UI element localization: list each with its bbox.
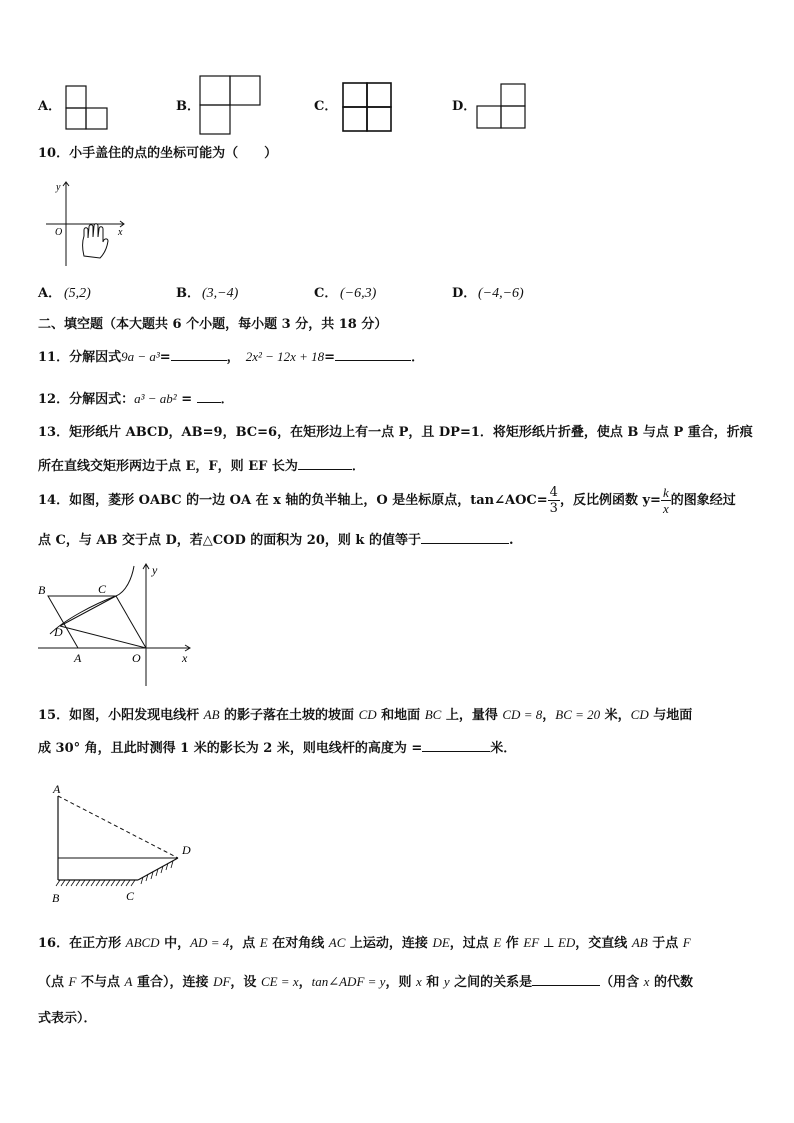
q9-option-b-figure xyxy=(198,74,264,136)
q16-line1 xyxy=(38,934,691,953)
q14-hyperbola xyxy=(50,566,134,634)
q16-line1-f: ，过点 xyxy=(449,936,494,951)
q14-answer-blank[interactable] xyxy=(421,530,509,544)
q16-line1-h: ，交直线 xyxy=(575,936,632,951)
q14-line1-c: 的图象经过 xyxy=(670,493,736,508)
q15-cd-eq: CD = 8 xyxy=(502,707,543,722)
q15-line1-e: 米， xyxy=(600,708,631,723)
q15-bc-eq: BC = 20 xyxy=(555,707,601,722)
q15-answer-blank[interactable] xyxy=(422,738,490,752)
q15-line1-d: 上，量得 xyxy=(441,708,503,723)
q16-line2-h: 之间的关系是 xyxy=(449,975,533,990)
q16-line2 xyxy=(38,972,693,992)
q14-label-a: A xyxy=(74,651,82,665)
q12-line xyxy=(38,389,234,409)
q14-label-x: x xyxy=(182,651,188,665)
q14-frac-tan xyxy=(548,485,560,516)
q16-answer-blank[interactable] xyxy=(532,972,600,986)
q14-figure xyxy=(34,560,194,688)
q16-line2-a: （点 xyxy=(38,975,69,990)
q11-answer-blank-2[interactable] xyxy=(335,347,411,361)
q16-line3: 式表示）． xyxy=(38,1011,97,1026)
q10-option-c-value: (−6,3) xyxy=(340,286,377,301)
q16-line2-e: ， xyxy=(298,975,312,990)
q11-prefix: 11．分解因式 xyxy=(38,350,122,365)
q16-line1-c: ，点 xyxy=(229,936,260,951)
q15-line1-c: 和地面 xyxy=(376,708,425,723)
q16-line1-d: 在对角线 xyxy=(267,936,329,951)
q9-option-d-figure xyxy=(474,82,528,132)
q14-label-y: y xyxy=(152,563,158,577)
q15-line1 xyxy=(38,706,692,725)
q14-frac-tan-num: 4 xyxy=(549,485,558,500)
q16-f: F xyxy=(682,935,691,950)
q15-label-c: C xyxy=(126,889,135,903)
q15-comma: ， xyxy=(542,708,556,723)
q14-label-c: C xyxy=(98,582,107,596)
q16-line2-g: 和 xyxy=(421,975,444,990)
q16-perp: EF ⊥ ED xyxy=(523,935,576,950)
q16-ad: AD = 4 xyxy=(190,935,230,950)
q14-frac-k xyxy=(661,485,671,516)
q15-ground-hatch xyxy=(56,861,173,886)
q16-x-2: x xyxy=(643,974,650,989)
q10-y-label: y xyxy=(56,182,61,193)
q16-a: A xyxy=(124,974,133,989)
q12-expr: a³ − ab² xyxy=(134,391,177,406)
q15-sun-ray xyxy=(58,796,178,858)
q14-label-b: B xyxy=(38,583,46,597)
q9-option-a-figure xyxy=(62,84,110,132)
q16-tan: tan∠ADF = y xyxy=(311,974,386,989)
q13-end: ． xyxy=(351,459,365,474)
q9-option-c-figure xyxy=(340,80,396,134)
q15-line1-f: 与地面 xyxy=(648,708,693,723)
q15-line2-b: 米． xyxy=(490,741,517,756)
q9-option-a-label: A． xyxy=(38,99,62,114)
q16-line1-i: 于点 xyxy=(647,936,683,951)
q14-label-d: D xyxy=(54,625,63,639)
q16-line1-b: 中， xyxy=(159,936,191,951)
q13-line2-text: 所在直线交矩形两边于点 E，F，则 EF 长为 xyxy=(38,459,298,474)
q14-line1-b: ，反比例函数 y= xyxy=(559,493,661,508)
q9-option-c-label: C． xyxy=(314,99,338,114)
q15-line2 xyxy=(38,738,516,758)
q14-end: . xyxy=(508,533,514,548)
q13-line2 xyxy=(38,456,365,476)
q16-x: x xyxy=(415,974,422,989)
q15-label-a: A xyxy=(53,782,61,796)
q11-answer-blank-1[interactable] xyxy=(171,347,227,361)
q11-end: ． xyxy=(411,350,425,365)
q11-separator: ， xyxy=(226,350,240,365)
q12-eq: = xyxy=(176,392,197,407)
q16-line1-g: 作 xyxy=(501,936,524,951)
q16-line2-f: ，则 xyxy=(385,975,416,990)
q10-origin-label: O xyxy=(55,227,63,238)
q14-frac-tan-den: 3 xyxy=(549,501,558,516)
q15-line1-a: 15．如图，小阳发现电线杆 xyxy=(38,708,204,723)
q16-de: DE xyxy=(432,935,450,950)
q15-line1-b: 的影子落在土坡的坡面 xyxy=(219,708,359,723)
q13-answer-blank[interactable] xyxy=(298,456,352,470)
q14-line2 xyxy=(38,530,513,550)
q15-label-b: B xyxy=(52,891,60,905)
q10-figure xyxy=(38,178,130,270)
q16-line2-b: 不与点 xyxy=(76,975,125,990)
q10-option-d-label: D． xyxy=(452,286,477,301)
hand-icon xyxy=(83,224,109,258)
q16-y: y xyxy=(443,974,450,989)
q16-line2-c: 重合），连接 xyxy=(132,975,214,990)
q10-option-c-label: C． xyxy=(314,286,338,301)
q10-option-b-label: B． xyxy=(176,286,200,301)
q10-option-d-value: (−4,−6) xyxy=(478,286,524,301)
q15-ab: AB xyxy=(203,707,220,722)
q14-line1 xyxy=(38,484,736,518)
q10-option-a-label: A． xyxy=(38,286,62,301)
q11-expr1: 9a − a³ xyxy=(121,349,160,364)
q12-answer-blank[interactable] xyxy=(197,389,221,403)
q9-option-d-label: D． xyxy=(452,99,477,114)
section-heading: 二、填空题（本大题共 6 个小题，每小题 3 分，共 18 分） xyxy=(38,317,388,332)
q15-figure xyxy=(44,780,204,908)
q16-f-2: F xyxy=(68,974,77,989)
q15-label-d: D xyxy=(182,843,191,857)
q16-ce: CE = x xyxy=(260,974,299,989)
q16-df: DF xyxy=(213,974,231,989)
q12-end: ． xyxy=(220,392,234,407)
q12-prefix: 12．分解因式： xyxy=(38,392,135,407)
q16-abcd: ABCD xyxy=(125,935,160,950)
q13-line1: 13．矩形纸片 ABCD，AB=9，BC=6，在矩形边上有一点 P，且 DP=1．将矩形纸片折叠，使点 B 与点 P 重合，折痕 xyxy=(38,425,753,440)
q9-option-b-label: B． xyxy=(176,99,200,114)
q15-line2-a: 成 30° 角，且此时测得 1 米的影长为 2 米，则电线杆的高度为 = xyxy=(38,741,423,756)
q15-cd-2: CD xyxy=(630,707,649,722)
q15-bc: BC xyxy=(424,707,442,722)
q16-line2-j: 的代数 xyxy=(649,975,693,990)
q16-line2-i: （用含 xyxy=(600,975,644,990)
q16-line1-e: 上运动，连接 xyxy=(345,936,433,951)
q16-line2-d: ，设 xyxy=(230,975,261,990)
q10-x-label: x xyxy=(118,227,123,238)
q10-option-a-value: (5,2) xyxy=(64,286,91,301)
q11-line xyxy=(38,347,424,367)
q11-eq2: = xyxy=(324,350,336,365)
q14-label-o: O xyxy=(132,651,141,665)
q14-segment-od xyxy=(60,626,146,648)
q10-option-b-value: (3,−4) xyxy=(202,286,239,301)
q14-frac-k-num: k xyxy=(662,485,669,500)
q16-e: E xyxy=(259,935,268,950)
q16-e-2: E xyxy=(493,935,502,950)
q14-line1-a: 14．如图，菱形 OABC 的一边 OA 在 x 轴的负半轴上，O 是坐标原点，tan∠AOC= xyxy=(38,493,548,508)
q11-eq1: = xyxy=(159,350,171,365)
q14-frac-k-den: x xyxy=(662,501,669,516)
q10-stem: 10．小手盖住的点的坐标可能为（ ） xyxy=(38,146,278,161)
q16-ab: AB xyxy=(631,935,648,950)
q15-cd: CD xyxy=(358,707,377,722)
q14-line2-text: 点 C，与 AB 交于点 D，若△COD 的面积为 20，则 k 的值等于 xyxy=(38,533,421,548)
q11-expr2: 2x² − 12x + 18 xyxy=(245,349,325,364)
q14-segment-dc xyxy=(60,596,116,626)
q16-line1-a: 16．在正方形 xyxy=(38,936,126,951)
q16-ac: AC xyxy=(328,935,346,950)
